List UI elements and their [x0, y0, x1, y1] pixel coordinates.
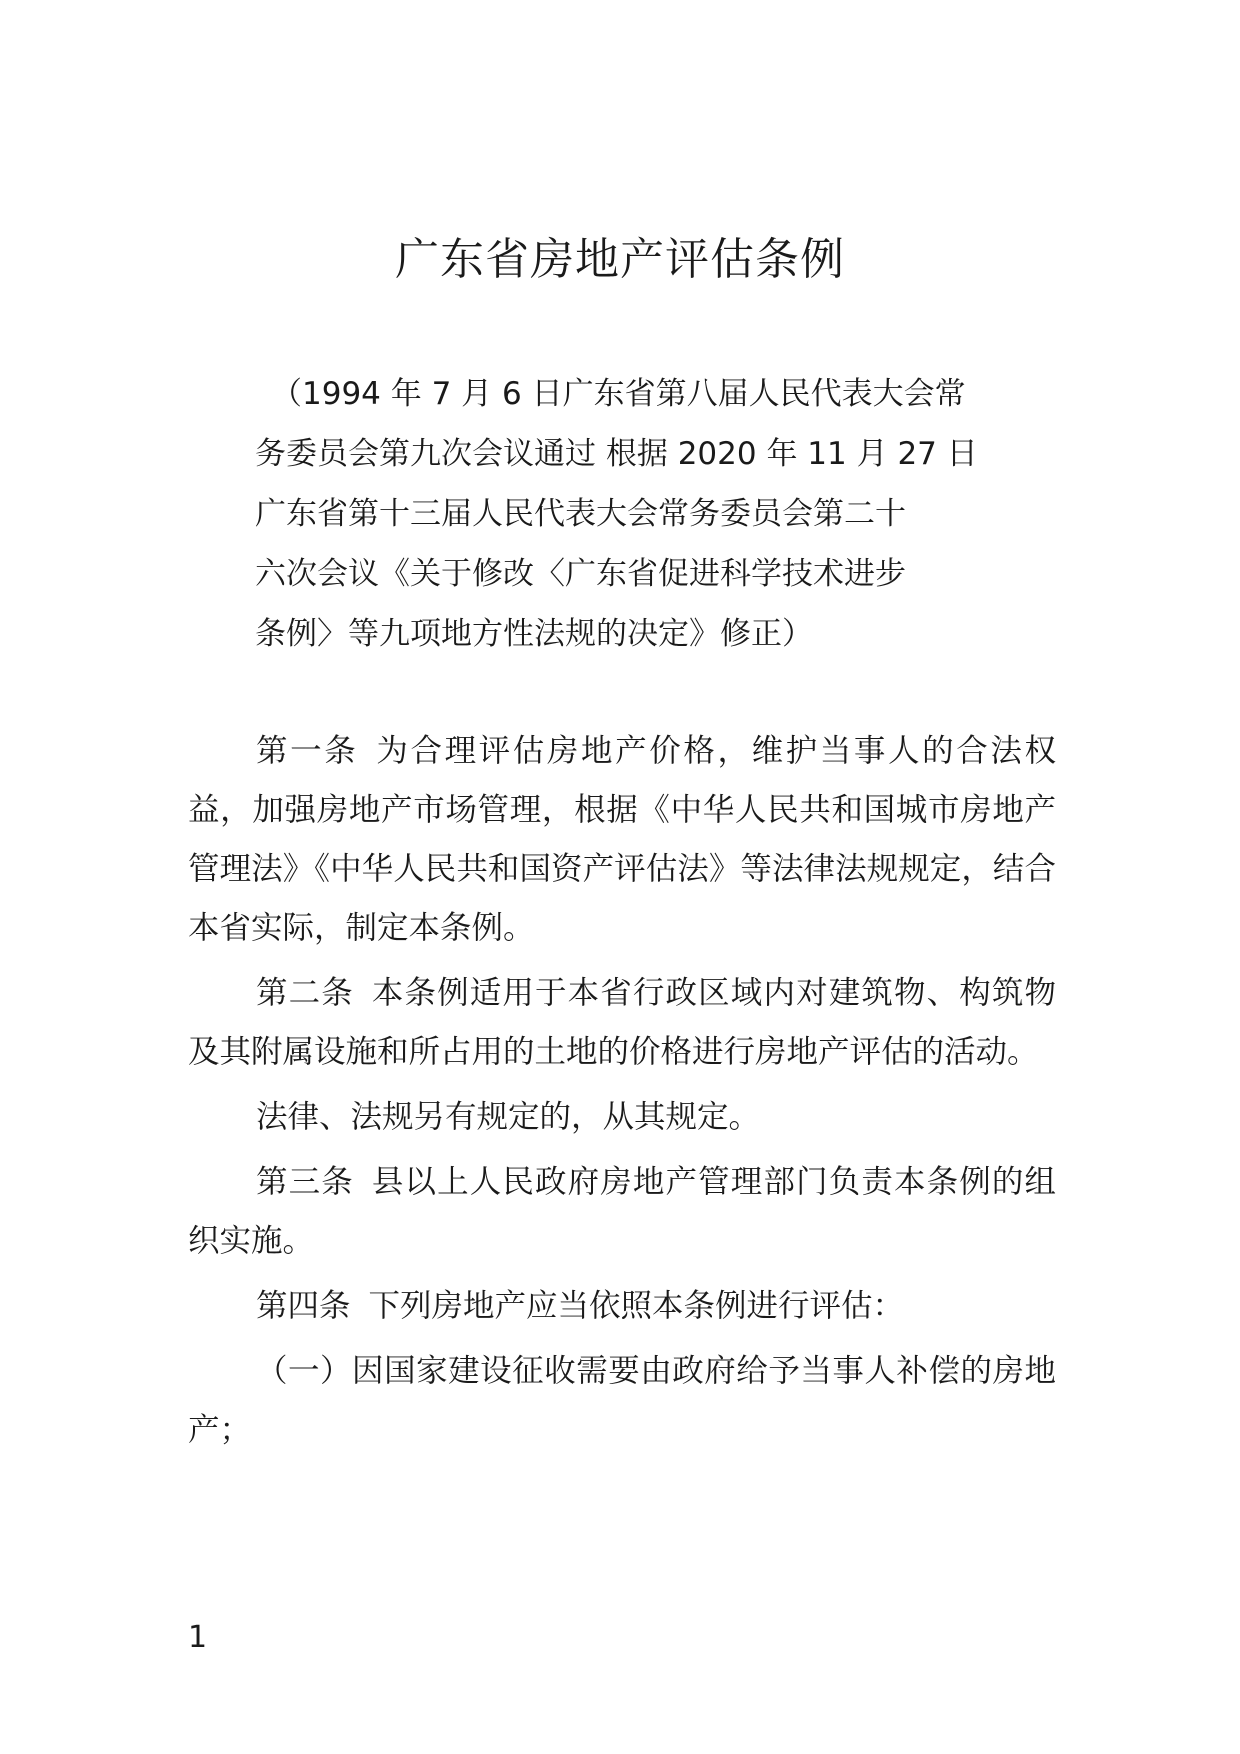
- article-text: 法律、法规另有规定的，从其规定。: [256, 1099, 761, 1135]
- article-2-paragraph-2: [188, 1088, 1056, 1147]
- page-number: 1: [188, 1620, 208, 1655]
- article-number: 第三条: [256, 1164, 354, 1200]
- article-number: 第二条: [256, 975, 354, 1011]
- adoption-note-line: 务委员会第九次会议通过 根据 2020 年 11 月 27 日: [255, 436, 978, 472]
- document-title: 广东省房地产评估条例: [395, 234, 845, 285]
- article-3: [188, 1153, 1056, 1271]
- article-text: 下列房地产应当依照本条例进行评估：: [368, 1288, 905, 1324]
- adoption-note-line: 条例〉等九项地方性法规的决定》修正）: [255, 616, 813, 652]
- article-text: 为合理评估房地产价格，维护当事人的合法权益，加强房地产市场管理，根据《中华人民共和国城市房地产管理法》《中华人民共和国资产评估法》等法律法规规定，结合本省实际，制定本条例。: [188, 733, 1056, 946]
- adoption-note: [255, 364, 995, 664]
- article-4: [188, 1277, 1056, 1336]
- document-body: [188, 722, 1056, 1466]
- article-1: [188, 722, 1056, 958]
- article-number: 第一条: [256, 733, 359, 769]
- adoption-note-line: （1994 年 7 月 6 日广东省第八届人民代表大会常: [271, 376, 966, 412]
- item-text: （一）因国家建设征收需要由政府给予当事人补偿的房地产；: [188, 1353, 1056, 1448]
- article-4-item-1: [188, 1342, 1056, 1460]
- adoption-note-line: 六次会议《关于修改〈广东省促进科学技术进步: [255, 556, 906, 592]
- adoption-note-line: 广东省第十三届人民代表大会常务委员会第二十: [255, 496, 906, 532]
- article-text: 本条例适用于本省行政区域内对建筑物、构筑物及其附属设施和所占用的土地的价格进行房地产评估的活动。: [188, 975, 1056, 1070]
- article-number: 第四条: [256, 1288, 351, 1324]
- article-2: [188, 964, 1056, 1082]
- article-text: 县以上人民政府房地产管理部门负责本条例的组织实施。: [188, 1164, 1056, 1259]
